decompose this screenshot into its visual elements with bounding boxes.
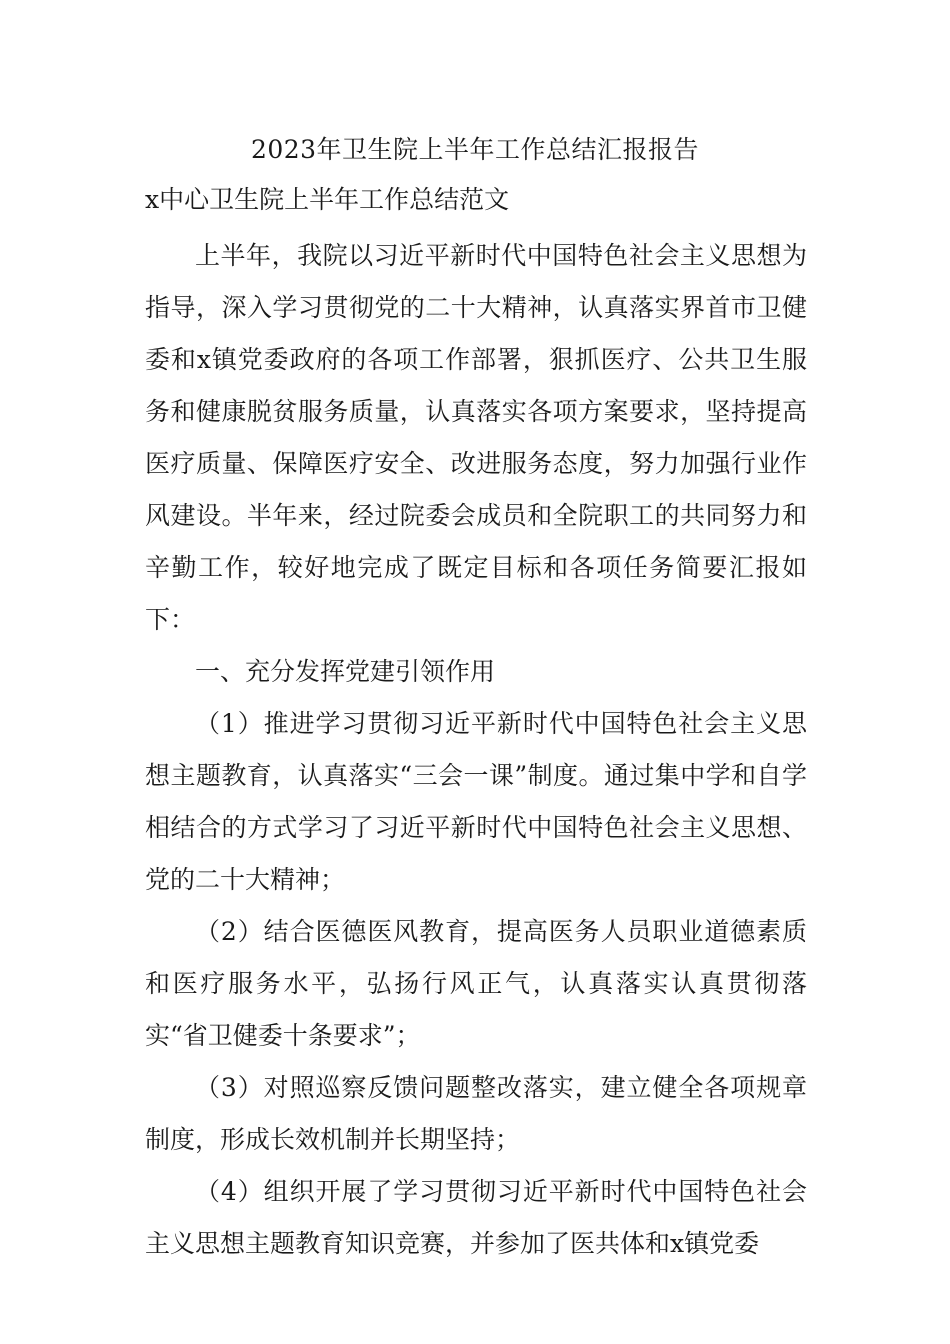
paragraph-item-1: （1）推进学习贯彻习近平新时代中国特色社会主义思想主题教育，认真落实“三会一课”制度。通过集中学和自学相结合的方式学习了习近平新时代中国特色社会主义思想、党的二十大精神； (145, 709, 807, 894)
document-body (145, 230, 807, 1270)
section-heading-1: 一、充分发挥党建引领作用 (195, 657, 496, 686)
document-title: 2023年卫生院上半年工作总结汇报报告 (250, 135, 700, 164)
paragraph-item-3: （3）对照巡察反馈问题整改落实，建立健全各项规章制度，形成长效机制并长期坚持； (145, 1073, 807, 1154)
paragraph-item-2: （2）结合医德医风教育，提高医务人员职业道德素质和医疗服务水平，弘扬行风正气，认真落实认真贯彻落实“省卫健委十条要求”； (145, 917, 807, 1050)
paragraph-intro: 上半年，我院以习近平新时代中国特色社会主义思想为指导，深入学习贯彻党的二十大精神，认真落实界首市卫健委和x镇党委政府的各项工作部署，狠抓医疗、公共卫生服务和健康脱贫服务质量，认真落实各项方案要求，坚持提高医疗质量、保障医疗安全、改进服务态度，努力加强行业作风建设。半年来，经过院委会成员和全院职工的共同努力和辛勤工作，较好地完成了既定目标和各项任务简要汇报如下： (145, 241, 807, 634)
paragraph-item-4: （4）组织开展了学习贯彻习近平新时代中国特色社会主义思想主题教育知识竞赛，并参加了医共体和x镇党委 (145, 1177, 807, 1258)
document-subtitle: x中心卫生院上半年工作总结范文 (145, 185, 510, 214)
